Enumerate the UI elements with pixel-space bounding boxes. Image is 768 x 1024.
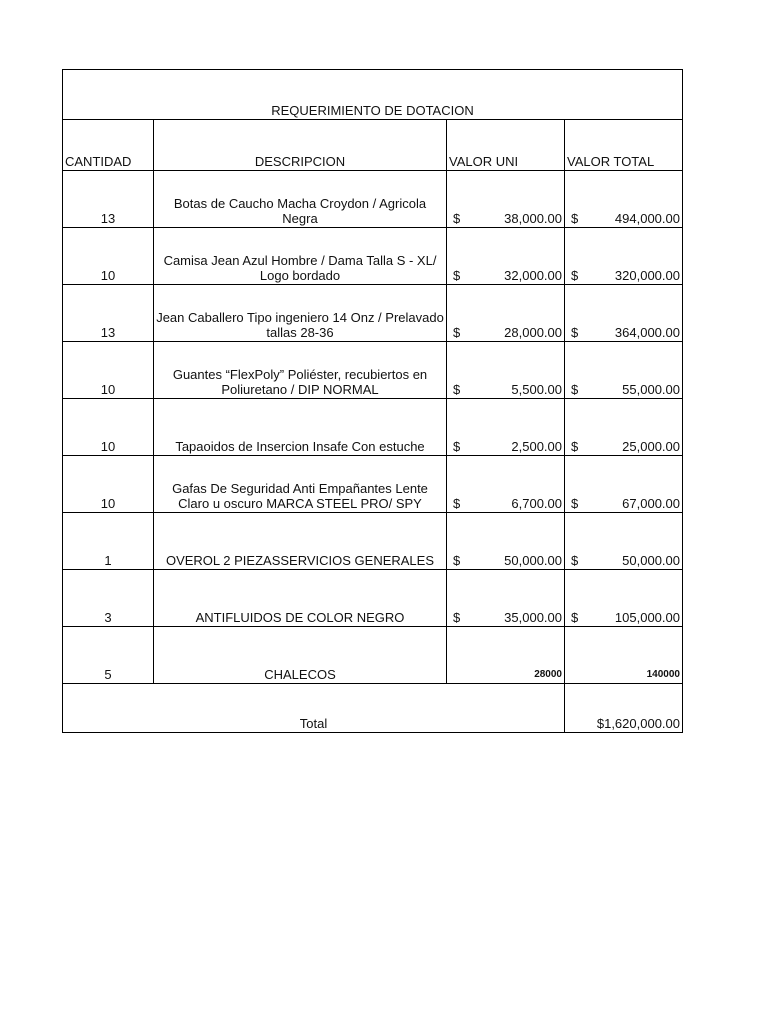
total-price-cell-value: 55,000.00 <box>622 382 680 397</box>
table-title: REQUERIMIENTO DE DOTACION <box>63 70 683 120</box>
total-price-cell-value: 494,000.00 <box>614 211 680 226</box>
total-price-cell-value: 50,000.00 <box>622 553 680 568</box>
description-cell: Jean Caballero Tipo ingeniero 14 Onz / Prelavado tallas 28-36 <box>154 285 447 342</box>
description-cell: Gafas De Seguridad Anti Empañantes Lente Claro u oscuro MARCA STEEL PRO/ SPY <box>154 456 447 513</box>
total-price-cell: 140000 <box>565 627 683 684</box>
currency-symbol: $ <box>453 268 461 283</box>
description-cell: CHALECOS <box>154 627 447 684</box>
total-price-cell <box>565 171 683 228</box>
unit-price-cell-value: 6,700.00 <box>511 496 562 511</box>
unit-price-cell <box>447 456 565 513</box>
total-price-cell <box>565 513 683 570</box>
qty-cell: 10 <box>63 342 154 399</box>
total-price-cell-value: 320,000.00 <box>614 268 680 283</box>
table-row <box>63 456 683 513</box>
unit-price-cell-value: 38,000.00 <box>504 211 562 226</box>
unit-price-cell <box>447 399 565 456</box>
currency-symbol: $ <box>453 325 461 340</box>
unit-price-cell <box>447 285 565 342</box>
table-row <box>63 228 683 285</box>
total-price-cell <box>565 570 683 627</box>
currency-symbol: $ <box>571 268 579 283</box>
total-value: $1,620,000.00 <box>565 684 683 733</box>
qty-cell: 1 <box>63 513 154 570</box>
unit-price-cell-value: 50,000.00 <box>504 553 562 568</box>
qty-cell: 10 <box>63 456 154 513</box>
header-valor-uni: VALOR UNI <box>447 120 565 171</box>
currency-symbol: $ <box>453 553 461 568</box>
qty-cell: 3 <box>63 570 154 627</box>
currency-symbol: $ <box>453 439 461 454</box>
currency-symbol: $ <box>571 211 579 226</box>
currency-symbol: $ <box>571 553 579 568</box>
table-row <box>63 513 683 570</box>
currency-symbol: $ <box>453 211 461 226</box>
unit-price-cell-value: 35,000.00 <box>504 610 562 625</box>
unit-price-cell-value: 5,500.00 <box>511 382 562 397</box>
total-price-cell-value: 364,000.00 <box>614 325 680 340</box>
qty-cell: 10 <box>63 228 154 285</box>
unit-price-cell <box>447 570 565 627</box>
currency-symbol: $ <box>571 325 579 340</box>
description-cell: Botas de Caucho Macha Croydon / Agricola Negra <box>154 171 447 228</box>
total-price-cell-value: 105,000.00 <box>614 610 680 625</box>
total-label: Total <box>63 684 565 733</box>
currency-symbol: $ <box>453 610 461 625</box>
description-cell: Camisa Jean Azul Hombre / Dama Talla S - XL/ Logo bordado <box>154 228 447 285</box>
description-cell: ANTIFLUIDOS DE COLOR NEGRO <box>154 570 447 627</box>
description-cell: OVEROL 2 PIEZASSERVICIOS GENERALES <box>154 513 447 570</box>
total-price-cell <box>565 456 683 513</box>
total-price-cell-value: 67,000.00 <box>622 496 680 511</box>
unit-price-cell <box>447 342 565 399</box>
currency-symbol: $ <box>571 496 579 511</box>
total-row <box>63 684 683 733</box>
total-price-cell <box>565 399 683 456</box>
currency-symbol: $ <box>571 610 579 625</box>
table-row <box>63 171 683 228</box>
currency-symbol: $ <box>571 382 579 397</box>
unit-price-cell <box>447 513 565 570</box>
total-price-cell <box>565 228 683 285</box>
table-row <box>63 627 683 684</box>
table-row <box>63 285 683 342</box>
title-row <box>63 70 683 120</box>
unit-price-cell-value: 28,000.00 <box>504 325 562 340</box>
qty-cell: 10 <box>63 399 154 456</box>
total-price-cell <box>565 342 683 399</box>
unit-price-cell-value: 2,500.00 <box>511 439 562 454</box>
unit-price-cell-value: 32,000.00 <box>504 268 562 283</box>
unit-price-cell <box>447 228 565 285</box>
currency-symbol: $ <box>453 382 461 397</box>
header-valor-total: VALOR TOTAL <box>565 120 683 171</box>
header-cantidad: CANTIDAD <box>63 120 154 171</box>
table-row <box>63 399 683 456</box>
table-row <box>63 342 683 399</box>
header-row <box>63 120 683 171</box>
requirement-table <box>62 69 683 733</box>
table-row <box>63 570 683 627</box>
total-price-cell-value: 25,000.00 <box>622 439 680 454</box>
header-descripcion: DESCRIPCION <box>154 120 447 171</box>
total-price-cell <box>565 285 683 342</box>
unit-price-cell: 28000 <box>447 627 565 684</box>
qty-cell: 5 <box>63 627 154 684</box>
currency-symbol: $ <box>571 439 579 454</box>
currency-symbol: $ <box>453 496 461 511</box>
qty-cell: 13 <box>63 171 154 228</box>
description-cell: Tapaoidos de Insercion Insafe Con estuche <box>154 399 447 456</box>
unit-price-cell <box>447 171 565 228</box>
description-cell: Guantes “FlexPoly” Poliéster, recubiertos en Poliuretano / DIP NORMAL <box>154 342 447 399</box>
qty-cell: 13 <box>63 285 154 342</box>
